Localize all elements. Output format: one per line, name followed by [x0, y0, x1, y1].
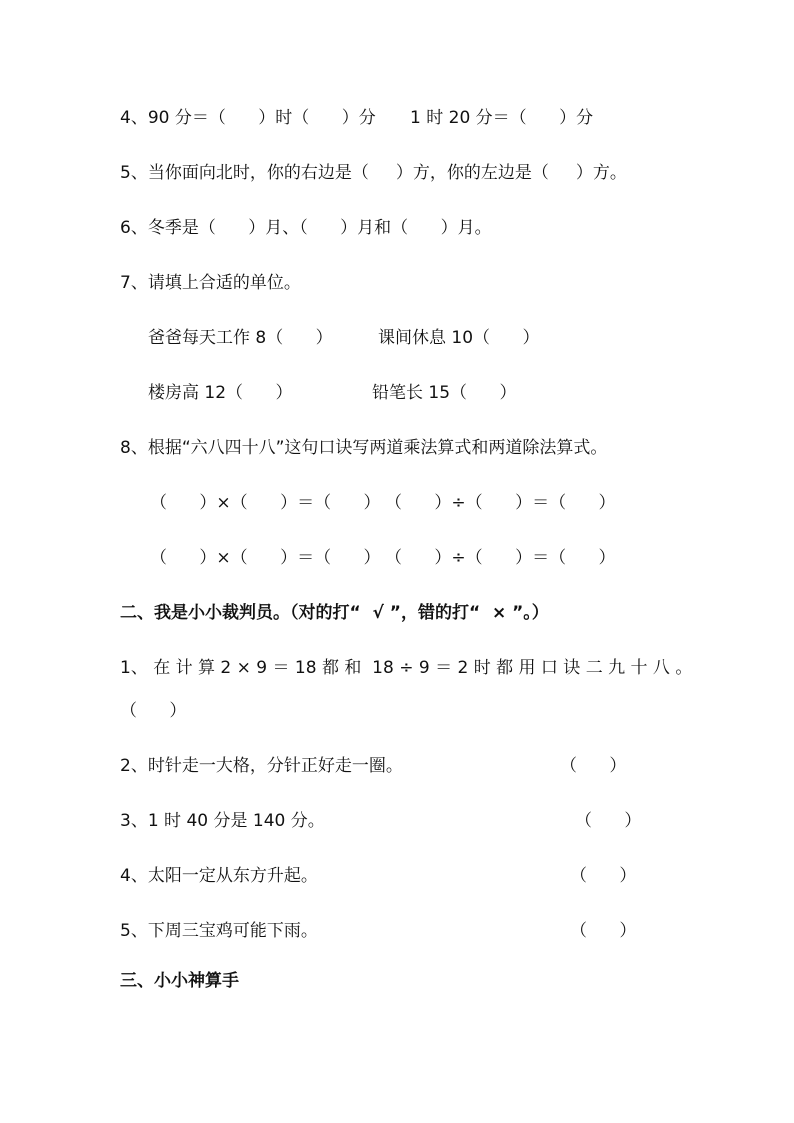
- judge-item-2-answer: （ ）: [560, 756, 627, 776]
- question-4-part-b: 1 时 20 分＝（ ）分: [410, 108, 594, 128]
- question-8-multiplication-2: （ ）×（ ）＝（ ）: [150, 548, 381, 568]
- judge-item-3-answer: （ ）: [575, 811, 642, 831]
- judge-item-1: 1、 在 计 算 2 × 9 ＝ 18 都 和 18 ÷ 9 ＝ 2 时 都 用 口 诀 二 九 十 八 。: [120, 658, 693, 678]
- judge-item-3: 3、1 时 40 分是 140 分。: [120, 811, 325, 831]
- question-5: 5、当你面向北时，你的右边是（ ）方，你的左边是（ ）方。: [120, 163, 627, 183]
- question-7-item-break: 课间休息 10（ ）: [378, 328, 540, 348]
- judge-item-5: 5、下周三宝鸡可能下雨。: [120, 921, 318, 941]
- judge-item-2: 2、时针走一大格，分针正好走一圈。: [120, 756, 403, 776]
- question-7-item-work: 爸爸每天工作 8（ ）: [148, 328, 333, 348]
- question-8-division-2: （ ）÷（ ）＝（ ）: [385, 548, 616, 568]
- judge-item-5-answer: （ ）: [570, 921, 637, 941]
- judge-item-4-answer: （ ）: [570, 866, 637, 886]
- question-8: 8、根据“六八四十八”这句口诀写两道乘法算式和两道除法算式。: [120, 438, 608, 458]
- question-7-item-building: 楼房高 12（ ）: [148, 383, 293, 403]
- question-6: 6、冬季是（ ）月、（ ）月和（ ）月。: [120, 218, 492, 238]
- question-8-multiplication-1: （ ）×（ ）＝（ ）: [150, 493, 381, 513]
- judge-item-4: 4、太阳一定从东方升起。: [120, 866, 318, 886]
- judge-item-1-answer: （ ）: [120, 701, 187, 721]
- section-2-heading: 二、我是小小裁判员。（对的打“ √ ”，错的打“ × ”。）: [120, 603, 549, 623]
- question-7: 7、请填上合适的单位。: [120, 273, 301, 293]
- question-7-item-pencil: 铅笔长 15（ ）: [372, 383, 517, 403]
- question-8-division-1: （ ）÷（ ）＝（ ）: [385, 493, 616, 513]
- section-3-heading: 三、小小神算手: [120, 971, 239, 991]
- question-4: 4、90 分＝（ ）时（ ）分: [120, 108, 376, 128]
